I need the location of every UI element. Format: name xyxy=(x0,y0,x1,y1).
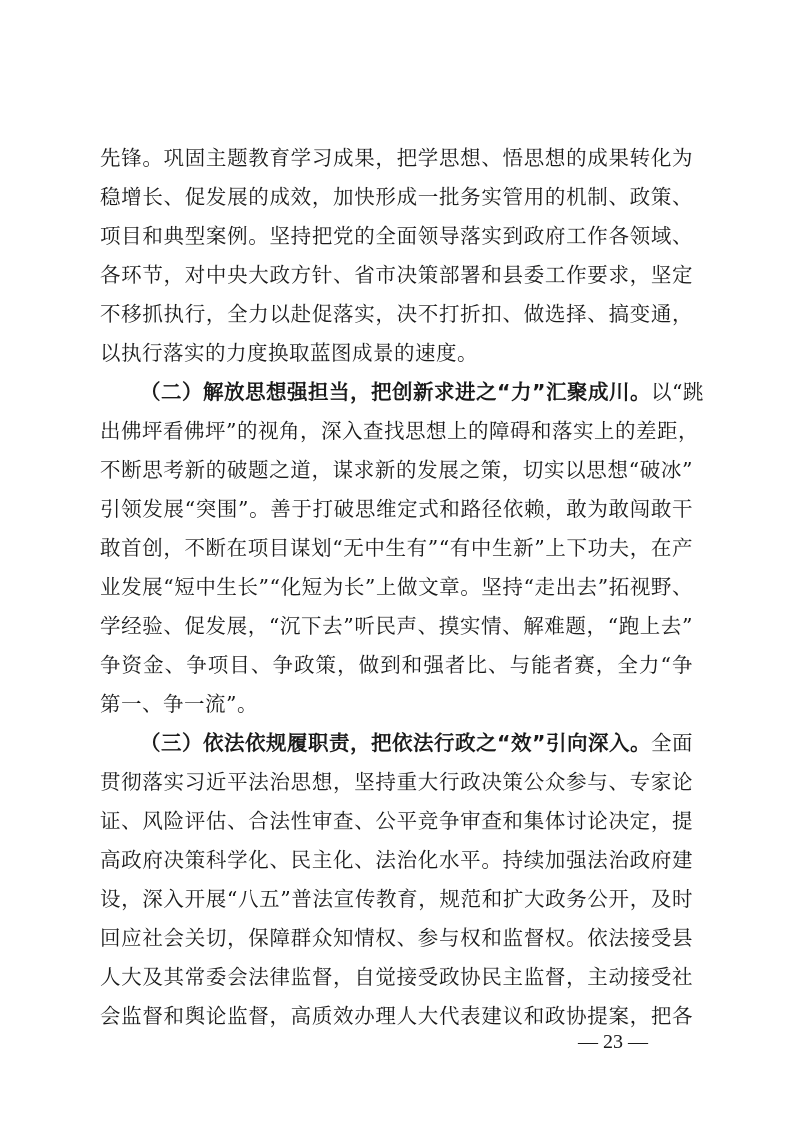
paragraph-2-line-9: 第一、争一流”。 xyxy=(100,692,258,716)
paragraph-2-first-line xyxy=(140,376,704,408)
paragraph-1-line-3: 项目和典型案例。坚持把党的全面领导落实到政府工作各领域、 xyxy=(100,224,693,248)
paragraph-2-line-8: 争资金、争项目、争政策，做到和强者比、与能者赛，全力“争 xyxy=(100,653,693,677)
paragraph-2-line-3: 不断思考新的破题之道，谋求新的发展之策，切实以思想“破冰” xyxy=(100,458,693,482)
paragraph-3-line-6: 回应社会关切，保障群众知情权、参与权和监督权。依法接受县 xyxy=(100,926,693,950)
paragraph-3-line-5: 设，深入开展“八五”普法宣传教育，规范和扩大政务公开，及时 xyxy=(100,887,693,911)
section-heading-2: （二）解放思想强担当，把创新求进之“力”汇聚成川。 xyxy=(140,380,651,404)
paragraph-3-first-line-text: 全面 xyxy=(651,731,694,755)
paragraph-2-first-line-text: 以“跳 xyxy=(650,380,704,404)
paragraph-3-line-7: 人大及其常委会法律监督，自觉接受政协民主监督，主动接受社 xyxy=(100,965,693,989)
paragraph-3-first-line xyxy=(140,727,693,759)
paragraph-2-line-6: 业发展“短中生长”“化短为长”上做文章。坚持“走出去”拓视野、 xyxy=(100,575,693,599)
paragraph-3-line-2: 贯彻落实习近平法治思想，坚持重大行政决策公众参与、专家论 xyxy=(100,770,693,794)
paragraph-2-line-4: 引领发展“突围”。善于打破思维定式和路径依赖，敢为敢闯敢干 xyxy=(100,497,693,521)
paragraph-1-line-6: 以执行落实的力度换取蓝图成景的速度。 xyxy=(100,341,478,365)
paragraph-2-line-5: 敢首创，不断在项目谋划“无中生有”“有中生新”上下功夫，在产 xyxy=(100,536,693,560)
paragraph-2-line-2: 出佛坪看佛坪”的视角，深入查找思想上的障碍和落实上的差距， xyxy=(100,419,699,443)
paragraph-1-line-2: 稳增长、促发展的成效，加快形成一批务实管用的机制、政策、 xyxy=(100,185,693,209)
paragraph-2-line-7: 学经验、促发展，“沉下去”听民声、摸实情、解难题，“跑上去” xyxy=(100,614,693,638)
paragraph-1-line-1: 先锋。巩固主题教育学习成果，把学思想、悟思想的成果转化为 xyxy=(100,146,693,170)
paragraph-3-line-3: 证、风险评估、合法性审查、公平竞争审查和集体讨论决定，提 xyxy=(100,809,693,833)
section-heading-3: （三）依法依规履职责，把依法行政之“效”引向深入。 xyxy=(140,731,651,755)
paragraph-1-line-4: 各环节，对中央大政方针、省市决策部署和县委工作要求，坚定 xyxy=(100,263,693,287)
page-number: — 23 — xyxy=(578,1031,648,1053)
paragraph-3-line-8: 会监督和舆论监督，高质效办理人大代表建议和政协提案，把各 xyxy=(100,1004,693,1028)
paragraph-1-line-5: 不移抓执行，全力以赴促落实，决不打折扣、做选择、搞变通， xyxy=(100,302,693,326)
paragraph-3-line-4: 高政府决策科学化、民主化、法治化水平。持续加强法治政府建 xyxy=(100,848,693,872)
